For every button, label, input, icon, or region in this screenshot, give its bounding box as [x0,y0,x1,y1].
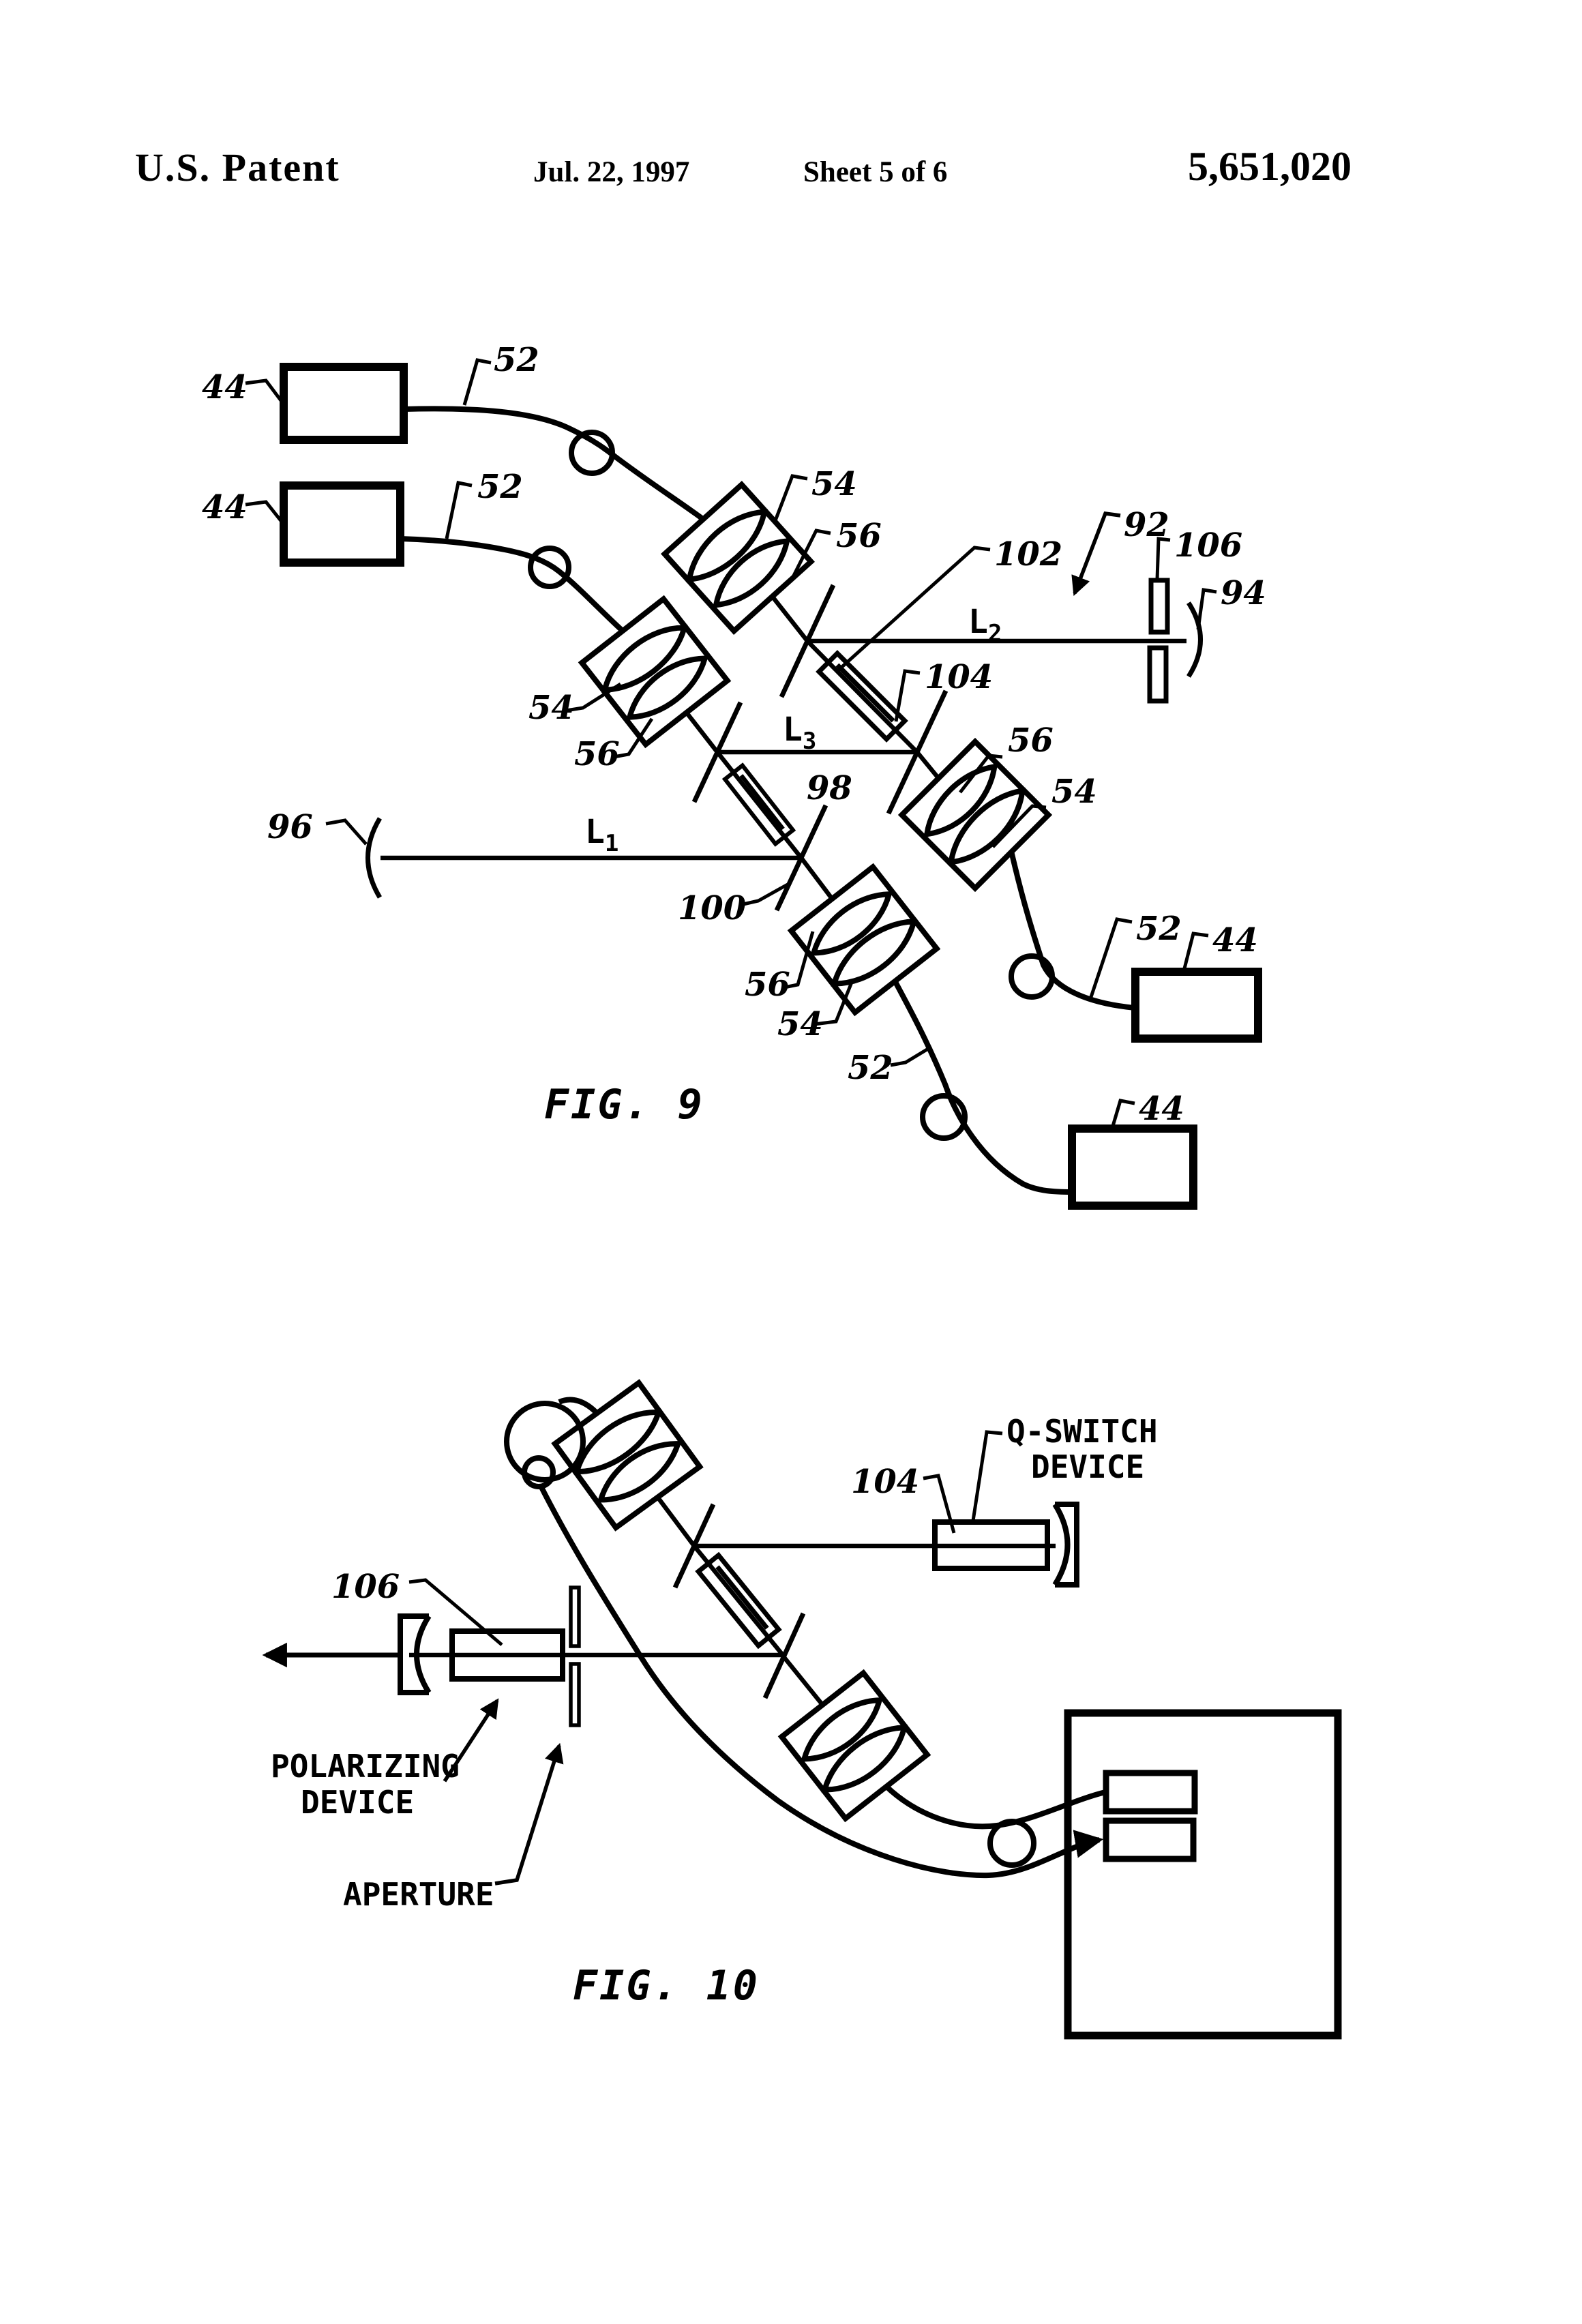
ref-label-96: 96 [267,808,313,846]
figure-10 [266,1383,1338,2036]
polarizer-plate-lower [1150,648,1166,701]
pump-beam-1 [772,596,807,641]
ref-label-56c: 56 [1008,721,1054,760]
qswitch-label-line1: Q-SWITCH [1006,1413,1158,1450]
pump-beam-3 [917,752,939,779]
figure-9 [202,341,1266,1206]
controller-port-lower [1106,1821,1193,1859]
lens-assembly-2 [582,599,727,744]
pump-beam-6 [783,1656,823,1705]
ref-label-44b: 44 [202,488,248,526]
arrow-92 [1075,513,1120,593]
ref-label-54a: 54 [811,465,857,503]
ref-label-54b: 54 [528,689,574,727]
aperture-slit-upper [571,1588,579,1646]
leader-54b [566,684,621,711]
leader-94 [1198,590,1217,629]
ref-label-44d: 44 [1139,1090,1184,1128]
ref-label-104-fig10: 104 [851,1463,920,1501]
patent-header-date: Jul. 22, 1997 [533,156,690,188]
axis-label-L2: L2 [968,603,1002,647]
pump-box-2 [284,486,400,563]
ref-label-52c: 52 [1136,910,1182,948]
figure-9-caption: FIG. 9 [544,1081,704,1129]
leader-qswitch-label [973,1432,1002,1521]
patent-header-number: 5,651,020 [1188,144,1352,189]
controller-box [1068,1713,1338,2036]
ref-label-44c: 44 [1212,921,1258,959]
ref-label-52d: 52 [848,1049,893,1087]
fiber-1 [404,408,704,520]
lens-assembly-4 [791,867,936,1012]
pump-beam-2 [686,712,717,752]
end-mirror-right [1055,1504,1077,1585]
axis-label-L3: L3 [783,711,817,755]
pump-box-1 [284,367,404,440]
figure-10-caption: FIG. 10 [573,1962,760,2010]
fiber-2 [400,539,623,631]
ref-label-52a: 52 [494,341,539,379]
ref-label-106: 106 [1174,526,1243,565]
leader-102 [837,548,990,671]
ref-label-106-fig10: 106 [331,1568,400,1606]
aperture-slit-lower [571,1664,579,1725]
ref-label-44a: 44 [202,368,248,406]
polarizing-label-line2: DEVICE [301,1784,415,1821]
fiber-loop-3 [1011,956,1052,997]
leader-44b [245,502,284,525]
leader-106-fig10 [409,1580,502,1645]
qswitch-label-line2: DEVICE [1031,1448,1145,1485]
fiber-6 [886,1786,1105,1826]
leader-52c [1091,919,1132,997]
pump-box-4 [1072,1129,1193,1206]
leader-54a [775,476,807,522]
ref-label-56d: 56 [745,966,790,1004]
ref-label-52b: 52 [477,468,523,506]
ref-label-102: 102 [994,535,1063,573]
ref-label-54d: 54 [777,1005,823,1043]
leader-96 [326,820,366,844]
lens-assembly-6 [781,1673,927,1818]
fiber-3 [1011,851,1135,1008]
lens-assembly-5 [555,1383,700,1528]
leader-52d [891,1047,931,1065]
leader-44a [245,381,284,405]
fiber-loop-6 [990,1821,1034,1865]
ref-label-94: 94 [1221,574,1266,612]
polarizer-plate-upper [1151,580,1167,632]
patent-header-title: U.S. Patent [135,145,340,190]
ref-label-56b: 56 [574,735,620,773]
rear-mirror-96 [368,818,380,897]
pump-beam-4 [801,858,833,899]
leader-106 [1157,539,1170,580]
arrow-aperture-label [495,1746,559,1883]
ref-label-100: 100 [678,889,747,927]
pump-beam-5 [657,1497,694,1546]
ref-label-56a: 56 [836,517,882,555]
ref-label-92: 92 [1124,506,1169,544]
polarizing-label-line1: POLARIZING [271,1748,460,1785]
ref-label-104: 104 [925,658,994,696]
aperture-label: APERTURE [343,1876,494,1913]
patent-header-sheet: Sheet 5 of 6 [803,156,948,188]
fiber-coil-small [524,1458,553,1487]
axis-label-L1: L1 [585,813,619,857]
leader-52b [447,483,472,539]
leader-52a [464,360,491,405]
controller-port-upper [1106,1773,1195,1811]
ref-label-54c: 54 [1051,773,1097,811]
ref-label-98: 98 [807,769,852,807]
beam-fold-2 [717,752,801,858]
pump-box-3 [1135,972,1258,1039]
fiber-4 [895,981,1072,1192]
